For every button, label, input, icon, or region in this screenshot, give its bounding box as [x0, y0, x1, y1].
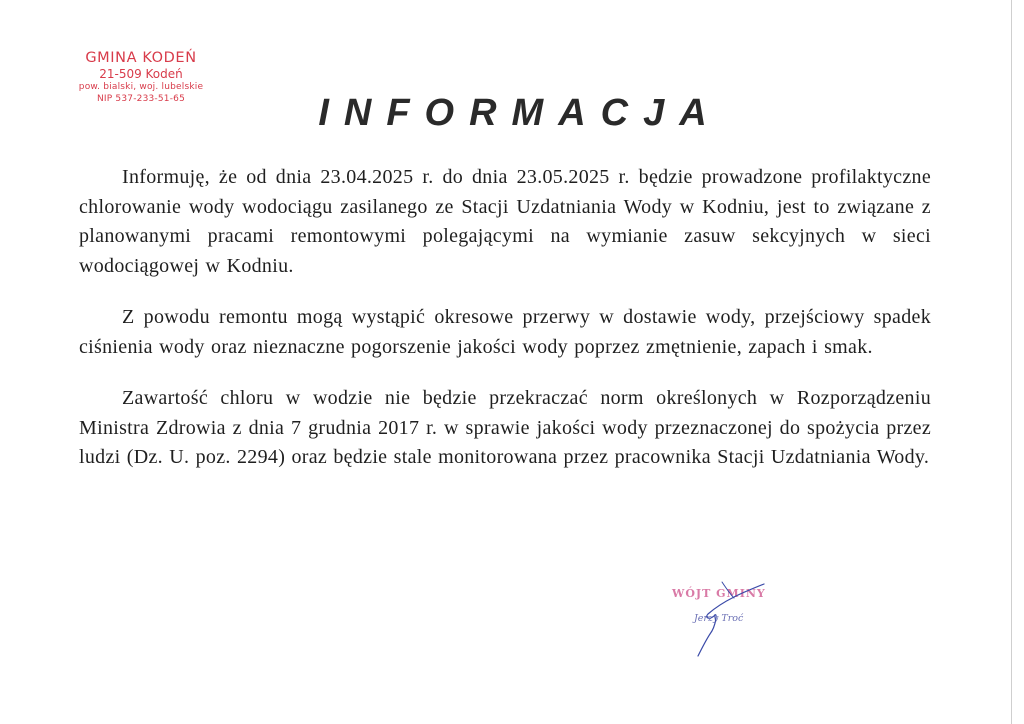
signature-block [664, 580, 794, 660]
document-body [79, 163, 931, 495]
signature-scribble-icon [664, 580, 794, 660]
stamp-municipality-name: GMINA KODEŃ [85, 50, 197, 66]
document-title: INFORMACJA [318, 92, 722, 134]
signature-name: Jerzy Troć [694, 613, 744, 624]
paragraph-supply-interruptions: Z powodu remontu mogą wystąpić okresowe przerwy w dostawie wody, przejściowy spadek ciśnienia wody oraz nieznaczne pogorszenie jakości wody poprzez zmętnienie, zapach i smak. [79, 306, 931, 358]
stamp-postal-address: 21-509 Kodeń [99, 67, 183, 81]
stamp-nip: NIP 537-233-51-65 [96, 94, 186, 104]
paragraph-chlorination-notice: Informuję, że od dnia 23.04.2025 r. do dnia 23.05.2025 r. będzie prowadzone profilaktyczne chlorowanie wody wodociągu zasilanego ze Stacji Uzdatniania Wody w Kodniu, jest to związane z planowanymi pracami remontowymi polegającymi na wymianie zasuw sekcyjnych w sieci wodociągowej w Kodniu. [79, 166, 931, 277]
paragraph-chlorine-norms: Zawartość chloru w wodzie nie będzie przekraczać norm określonych w Rozporządzeniu Ministra Zdrowia z dnia 7 grudnia 2017 r. w sprawie jakości wody przeznaczonej do spożycia przez ludzi (Dz. U. poz. 2294) oraz będzie stale monitorowana przez pracownika Stacji Uzdatniania Wody. [79, 387, 931, 468]
signature-title-stamp: WÓJT GMINY [672, 587, 766, 600]
stamp-region: pow. bialski, woj. lubelskie [78, 82, 204, 92]
